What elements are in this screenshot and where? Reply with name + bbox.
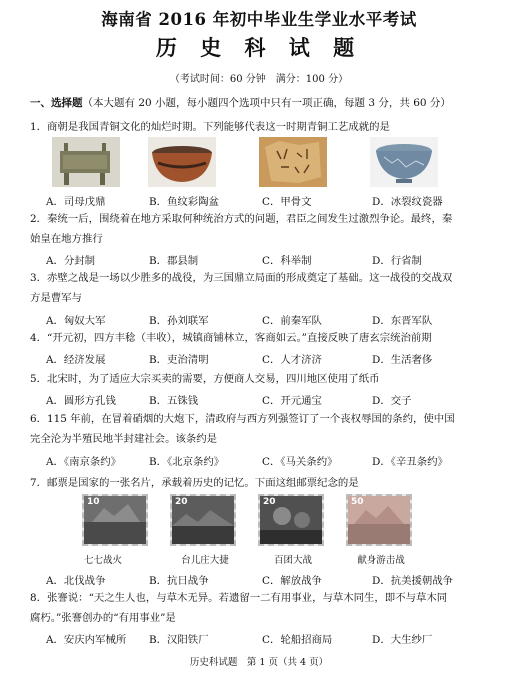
question-8 (30, 588, 500, 628)
option-d[interactable]: D．东晋军队 (372, 315, 433, 327)
question-5 (30, 369, 500, 389)
question-6-options (46, 453, 486, 469)
option-b[interactable]: B．抗日战争 (149, 575, 209, 587)
question-2-options (46, 252, 486, 268)
question-2-stem-cont: 始皇在地方推行 (30, 233, 103, 245)
question-3-stem-cont: 方是曹军与 (30, 292, 82, 304)
stamp-2-value: 20 (175, 497, 188, 507)
question-2 (30, 209, 500, 249)
stamp-2 (170, 494, 236, 546)
option-d[interactable]: D．《辛丑条约》 (372, 456, 448, 468)
stamp-set (72, 494, 432, 556)
option-d[interactable]: D．行省制 (372, 255, 422, 267)
option-d[interactable]: D．冰裂纹瓷器 (372, 196, 443, 208)
option-b[interactable]: B．汉阳铁厂 (149, 634, 209, 646)
option-d[interactable]: D．生活奢侈 (372, 354, 433, 366)
option-b[interactable]: B．《北京条约》 (149, 456, 225, 468)
question-4-stem: 4．“开元初，四方丰稔（丰收），城镇商铺林立，客商如云。”直接反映了唐玄宗统治前期 (30, 332, 432, 344)
option-a[interactable]: A．分封制 (46, 255, 96, 267)
stamp-2-caption: 台儿庄大捷 (181, 555, 229, 566)
option-c[interactable]: C．解放战争 (262, 575, 322, 587)
question-8-stem-cont: 腐朽。”张謇创办的“有用事业”是 (30, 612, 176, 624)
question-8-stem: 8．张謇说：“天之生人也，与草木无异。若遗留一二有用事业，与草木同生，即不与草木同 (30, 592, 448, 604)
question-3-stem: 3．赤壁之战是一场以少胜多的战役，为三国鼎立局面的形成奠定了基础。这一战役的交战双 (30, 272, 453, 284)
question-1 (30, 117, 500, 137)
section-title: 一、选择题 (30, 97, 83, 109)
oracle-bone-image (259, 137, 327, 187)
painted-pottery-basin-image (148, 137, 216, 187)
question-5-stem: 5．北宋时，为了适应大宗买卖的需要，方便商人交易，四川地区使用了纸币 (30, 373, 380, 385)
section-heading (30, 95, 500, 110)
question-3 (30, 268, 500, 308)
question-1-images (44, 137, 474, 191)
option-c[interactable]: C．轮船招商局 (262, 634, 333, 646)
option-c[interactable]: C．开元通宝 (262, 395, 322, 407)
option-a[interactable]: A．匈奴大军 (46, 315, 106, 327)
option-c[interactable]: C．人才济济 (262, 354, 322, 366)
option-a[interactable]: A．经济发展 (46, 354, 106, 366)
question-5-options (46, 392, 486, 408)
stamp-1-value: 10 (87, 497, 100, 507)
page-footer: 历史科试题 第 1 页（共 4 页） (189, 657, 329, 668)
stamp-3-value: 20 (263, 497, 276, 507)
option-c[interactable]: C．《马关条约》 (262, 456, 338, 468)
question-4-options (46, 351, 486, 367)
question-7 (30, 473, 500, 493)
stamp-4 (346, 494, 412, 546)
option-d[interactable]: D．大生纱厂 (372, 634, 433, 646)
exam-note: （考试时间：60 分钟 满分：100 分） (169, 74, 349, 85)
bronze-ding-image (52, 137, 120, 187)
question-6-stem-cont: 完全沦为半殖民地半封建社会。该条约是 (30, 433, 218, 445)
option-a[interactable]: A．《南京条约》 (46, 456, 122, 468)
stamp-3-caption: 百团大战 (273, 555, 312, 566)
option-c[interactable]: C．科举制 (262, 255, 312, 267)
question-6 (30, 409, 500, 449)
question-2-stem: 2．秦统一后，围绕着在地方采取何种统治方式的问题，君臣之间发生过激烈争论。最终，秦 (30, 213, 453, 225)
option-d[interactable]: D．抗美援朝战争 (372, 575, 454, 587)
question-1-stem: 1．商朝是我国青铜文化的灿烂时期。下列能够代表这一时期青铜工艺成就的是 (30, 121, 390, 133)
option-c[interactable]: C．甲骨文 (262, 196, 312, 208)
stamp-1 (82, 494, 148, 546)
question-7-options (46, 572, 486, 588)
question-3-options (46, 312, 486, 328)
stamp-3 (258, 494, 324, 546)
question-1-options (46, 193, 486, 209)
option-b[interactable]: B．郡县制 (149, 255, 199, 267)
option-b[interactable]: B．鱼纹彩陶盆 (149, 196, 219, 208)
option-a[interactable]: A．司母戊鼎 (46, 196, 106, 208)
section-description: （本大题有 20 小题，每小题四个选项中只有一项正确，每题 3 分，共 60 分） (82, 97, 451, 109)
option-a[interactable]: A．圆形方孔钱 (46, 395, 116, 407)
option-a[interactable]: A．安庆内军械所 (46, 634, 127, 646)
exam-title: 海南省 2016 年初中毕业生学业水平考试 (101, 10, 417, 29)
option-b[interactable]: B．孙刘联军 (149, 315, 209, 327)
option-b[interactable]: B．五铢钱 (149, 395, 199, 407)
question-8-options (46, 631, 486, 647)
crackle-porcelain-image (370, 137, 438, 187)
question-7-stem: 7．邮票是国家的一张名片，承载着历史的记忆。下面这组邮票纪念的是 (30, 477, 359, 489)
option-d[interactable]: D．交子 (372, 395, 412, 407)
option-c[interactable]: C．前秦军队 (262, 315, 322, 327)
question-4 (30, 328, 500, 348)
stamp-1-caption: 七七战火 (83, 555, 122, 566)
stamp-4-caption: 献身游击战 (357, 555, 405, 566)
option-a[interactable]: A．北伐战争 (46, 575, 106, 587)
subject-title: 历 史 科 试 题 (155, 35, 363, 60)
stamp-4-value: 50 (351, 497, 364, 507)
question-6-stem: 6．115 年前，在冒着硝烟的大炮下，清政府与西方列强签订了一个丧权辱国的条约，使中国 (30, 413, 455, 425)
option-b[interactable]: B．吏治清明 (149, 354, 209, 366)
